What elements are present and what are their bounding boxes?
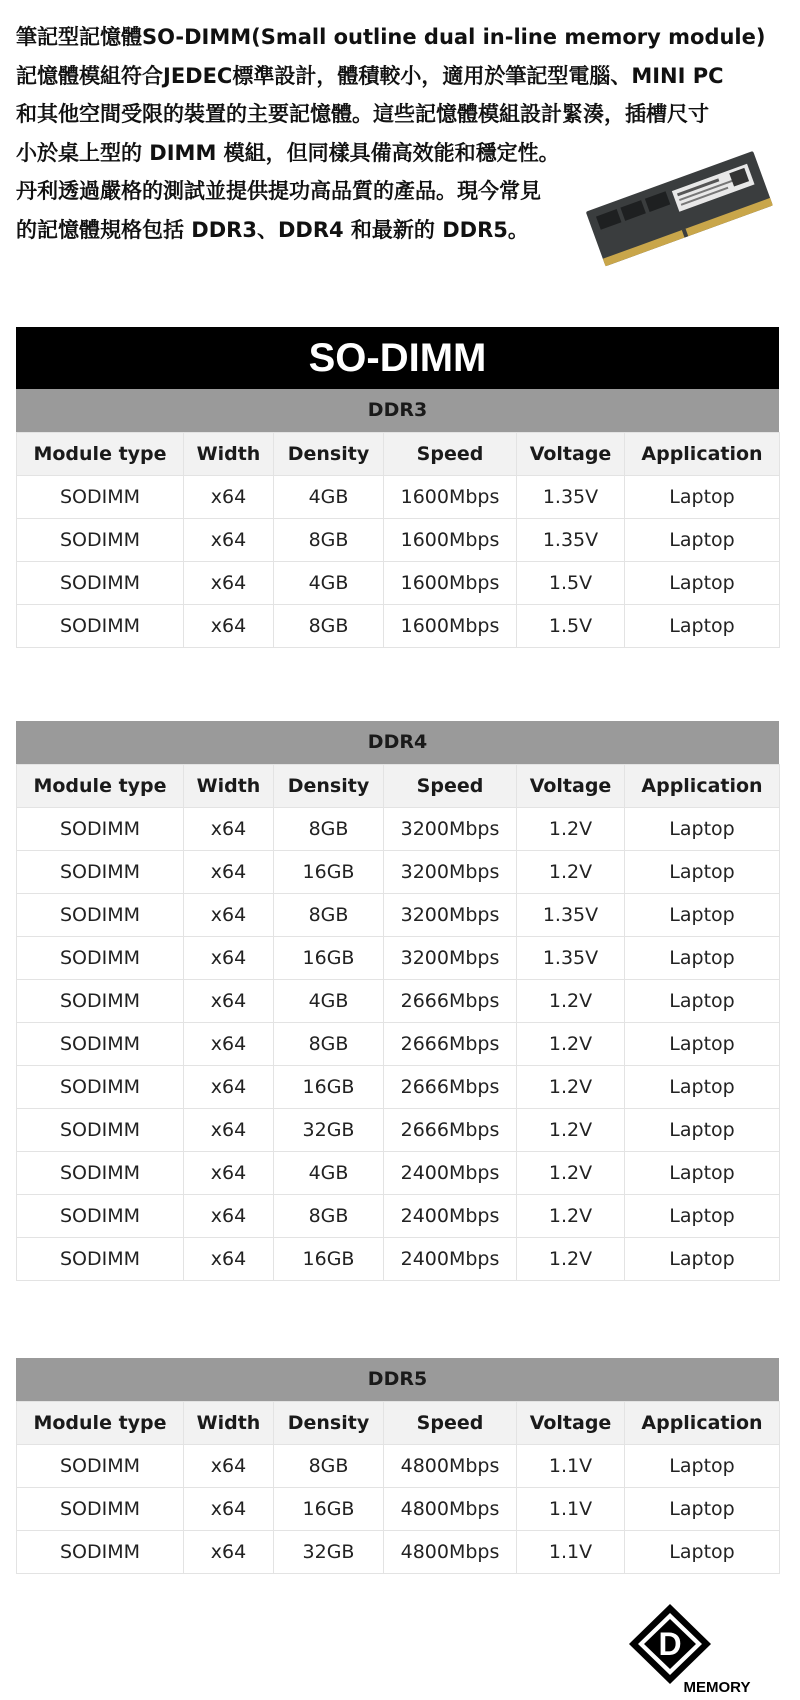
table-cell: 16GB [274, 1066, 384, 1109]
table-cell: 2666Mbps [384, 980, 517, 1023]
table-cell: Laptop [625, 1195, 780, 1238]
ddr3-spec-table [16, 432, 780, 648]
table-cell: 1.2V [517, 808, 625, 851]
table-body [17, 476, 780, 648]
column-header: Voltage [517, 765, 625, 808]
table-cell: 2400Mbps [384, 1152, 517, 1195]
table-cell: Laptop [625, 519, 780, 562]
table-cell: 4800Mbps [384, 1531, 517, 1574]
table-cell: SODIMM [17, 980, 184, 1023]
column-header: Application [625, 765, 780, 808]
table-cell: Laptop [625, 1238, 780, 1281]
table-cell: 8GB [274, 808, 384, 851]
table-header-row [17, 1402, 780, 1445]
table-row [17, 605, 780, 648]
table-cell: x64 [184, 851, 274, 894]
table-cell: SODIMM [17, 851, 184, 894]
table-row [17, 1066, 780, 1109]
table-cell: 1.2V [517, 1109, 625, 1152]
ddr4-table-block [16, 721, 779, 1281]
table-row [17, 808, 780, 851]
table-cell: 8GB [274, 605, 384, 648]
table-cell: x64 [184, 476, 274, 519]
table-cell: Laptop [625, 1445, 780, 1488]
table-cell: 1.2V [517, 1238, 625, 1281]
table-cell: x64 [184, 1066, 274, 1109]
table-cell: 1.35V [517, 519, 625, 562]
table-cell: 1.2V [517, 1195, 625, 1238]
table-cell: SODIMM [17, 476, 184, 519]
table-row [17, 519, 780, 562]
table-cell: x64 [184, 519, 274, 562]
table-cell: 3200Mbps [384, 851, 517, 894]
logo-wordmark: MEMORY [683, 1679, 751, 1696]
table-cell: x64 [184, 562, 274, 605]
table-cell: 16GB [274, 1238, 384, 1281]
table-cell: Laptop [625, 1023, 780, 1066]
table-cell: 1.5V [517, 605, 625, 648]
table-cell: Laptop [625, 1488, 780, 1531]
column-header: Application [625, 1402, 780, 1445]
table-cell: 8GB [274, 1195, 384, 1238]
table-cell: 1600Mbps [384, 605, 517, 648]
table-cell: 1600Mbps [384, 476, 517, 519]
table-cell: x64 [184, 1152, 274, 1195]
table-row [17, 1152, 780, 1195]
column-header: Module type [17, 765, 184, 808]
table-cell: x64 [184, 808, 274, 851]
section-title-ddr5: DDR5 [16, 1358, 779, 1401]
column-header: Width [184, 765, 274, 808]
table-cell: x64 [184, 1531, 274, 1574]
table-cell: 1600Mbps [384, 562, 517, 605]
intro-line: 的記憶體規格包括 DDR3、DDR4 和最新的 DDR5。 [16, 217, 529, 242]
sodimm-module-image [578, 148, 778, 268]
table-cell: 1.1V [517, 1531, 625, 1574]
table-cell: 4GB [274, 476, 384, 519]
table-cell: SODIMM [17, 605, 184, 648]
table-cell: 2666Mbps [384, 1109, 517, 1152]
intro-line: 丹利透過嚴格的測試並提供提功高品質的產品。現今常見 [16, 179, 541, 203]
column-header: Module type [17, 1402, 184, 1445]
ddr4-spec-table [16, 764, 780, 1281]
column-header: Speed [384, 765, 517, 808]
column-header: Density [274, 1402, 384, 1445]
intro-line: 小於桌上型的 DIMM 模組，但同樣具備高效能和穩定性。 [16, 140, 560, 165]
table-cell: Laptop [625, 605, 780, 648]
table-cell: Laptop [625, 1066, 780, 1109]
column-header: Density [274, 765, 384, 808]
table-cell: 1.35V [517, 476, 625, 519]
table-cell: 1.35V [517, 937, 625, 980]
table-cell: 3200Mbps [384, 937, 517, 980]
table-cell: 3200Mbps [384, 808, 517, 851]
table-row [17, 1531, 780, 1574]
table-cell: x64 [184, 1109, 274, 1152]
table-cell: SODIMM [17, 1531, 184, 1574]
table-cell: SODIMM [17, 519, 184, 562]
table-cell: Laptop [625, 937, 780, 980]
table-row [17, 980, 780, 1023]
column-header: Speed [384, 433, 517, 476]
table-cell: 2400Mbps [384, 1195, 517, 1238]
table-cell: 1.2V [517, 1152, 625, 1195]
table-cell: Laptop [625, 851, 780, 894]
table-cell: 3200Mbps [384, 894, 517, 937]
section-title-ddr4: DDR4 [16, 721, 779, 764]
table-cell: SODIMM [17, 1195, 184, 1238]
table-cell: 1.5V [517, 562, 625, 605]
table-cell: SODIMM [17, 1152, 184, 1195]
column-header: Density [274, 433, 384, 476]
section-title-ddr3: DDR3 [16, 389, 779, 432]
table-cell: Laptop [625, 562, 780, 605]
table-cell: 32GB [274, 1109, 384, 1152]
table-header-row [17, 765, 780, 808]
table-cell: SODIMM [17, 1023, 184, 1066]
table-cell: x64 [184, 605, 274, 648]
table-row [17, 562, 780, 605]
table-cell: x64 [184, 1195, 274, 1238]
table-cell: 4800Mbps [384, 1488, 517, 1531]
table-body [17, 808, 780, 1281]
table-cell: SODIMM [17, 562, 184, 605]
column-header: Module type [17, 433, 184, 476]
table-row [17, 1023, 780, 1066]
table-row [17, 1195, 780, 1238]
table-cell: SODIMM [17, 1066, 184, 1109]
table-cell: Laptop [625, 476, 780, 519]
table-cell: 4GB [274, 980, 384, 1023]
table-row [17, 476, 780, 519]
table-cell: 8GB [274, 894, 384, 937]
table-row [17, 1109, 780, 1152]
table-cell: 8GB [274, 519, 384, 562]
table-cell: x64 [184, 937, 274, 980]
table-cell: SODIMM [17, 1445, 184, 1488]
table-cell: 4GB [274, 562, 384, 605]
ddr3-table-block [16, 327, 779, 648]
table-cell: 4GB [274, 1152, 384, 1195]
table-cell: Laptop [625, 894, 780, 937]
table-row [17, 851, 780, 894]
table-cell: 1.1V [517, 1445, 625, 1488]
table-cell: 1.35V [517, 894, 625, 937]
table-cell: x64 [184, 1023, 274, 1066]
main-title: SO-DIMM [16, 327, 779, 389]
table-cell: SODIMM [17, 1488, 184, 1531]
table-cell: 1600Mbps [384, 519, 517, 562]
table-cell: 2666Mbps [384, 1023, 517, 1066]
table-row [17, 937, 780, 980]
table-cell: Laptop [625, 980, 780, 1023]
table-cell: 16GB [274, 937, 384, 980]
table-cell: 2400Mbps [384, 1238, 517, 1281]
ddr5-table-block [16, 1358, 779, 1574]
ddr5-spec-table [16, 1401, 780, 1574]
table-cell: x64 [184, 894, 274, 937]
table-header-row [17, 433, 780, 476]
table-cell: x64 [184, 1488, 274, 1531]
table-cell: x64 [184, 1445, 274, 1488]
table-cell: 16GB [274, 1488, 384, 1531]
table-cell: 1.2V [517, 1066, 625, 1109]
table-cell: SODIMM [17, 1238, 184, 1281]
intro-line: 筆記型記憶體SO-DIMM(Small outline dual in-line memory module) [16, 25, 766, 49]
table-cell: x64 [184, 980, 274, 1023]
table-cell: Laptop [625, 1531, 780, 1574]
table-cell: 1.2V [517, 851, 625, 894]
table-row [17, 1488, 780, 1531]
table-cell: 8GB [274, 1445, 384, 1488]
column-header: Width [184, 1402, 274, 1445]
column-header: Voltage [517, 433, 625, 476]
table-cell: 1.2V [517, 980, 625, 1023]
intro-line: 記憶體模組符合JEDEC標準設計，體積較小，適用於筆記型電腦、MINI PC [16, 63, 724, 88]
column-header: Speed [384, 1402, 517, 1445]
table-cell: 4800Mbps [384, 1445, 517, 1488]
column-header: Width [184, 433, 274, 476]
table-row [17, 894, 780, 937]
table-cell: Laptop [625, 1109, 780, 1152]
table-cell: x64 [184, 1238, 274, 1281]
table-cell: SODIMM [17, 1109, 184, 1152]
column-header: Voltage [517, 1402, 625, 1445]
table-cell: 1.2V [517, 1023, 625, 1066]
table-cell: SODIMM [17, 894, 184, 937]
column-header: Application [625, 433, 780, 476]
brand-logo [625, 1600, 765, 1696]
table-cell: 16GB [274, 851, 384, 894]
table-row [17, 1445, 780, 1488]
table-cell: Laptop [625, 1152, 780, 1195]
intro-line: 和其他空間受限的裝置的主要記憶體。這些記憶體模組設計緊湊，插槽尺寸 [16, 102, 709, 126]
table-body [17, 1445, 780, 1574]
table-cell: 1.1V [517, 1488, 625, 1531]
table-row [17, 1238, 780, 1281]
table-cell: SODIMM [17, 808, 184, 851]
table-cell: 32GB [274, 1531, 384, 1574]
table-cell: Laptop [625, 808, 780, 851]
table-cell: 2666Mbps [384, 1066, 517, 1109]
table-cell: SODIMM [17, 937, 184, 980]
logo-letter: D [658, 1626, 682, 1662]
table-cell: 8GB [274, 1023, 384, 1066]
